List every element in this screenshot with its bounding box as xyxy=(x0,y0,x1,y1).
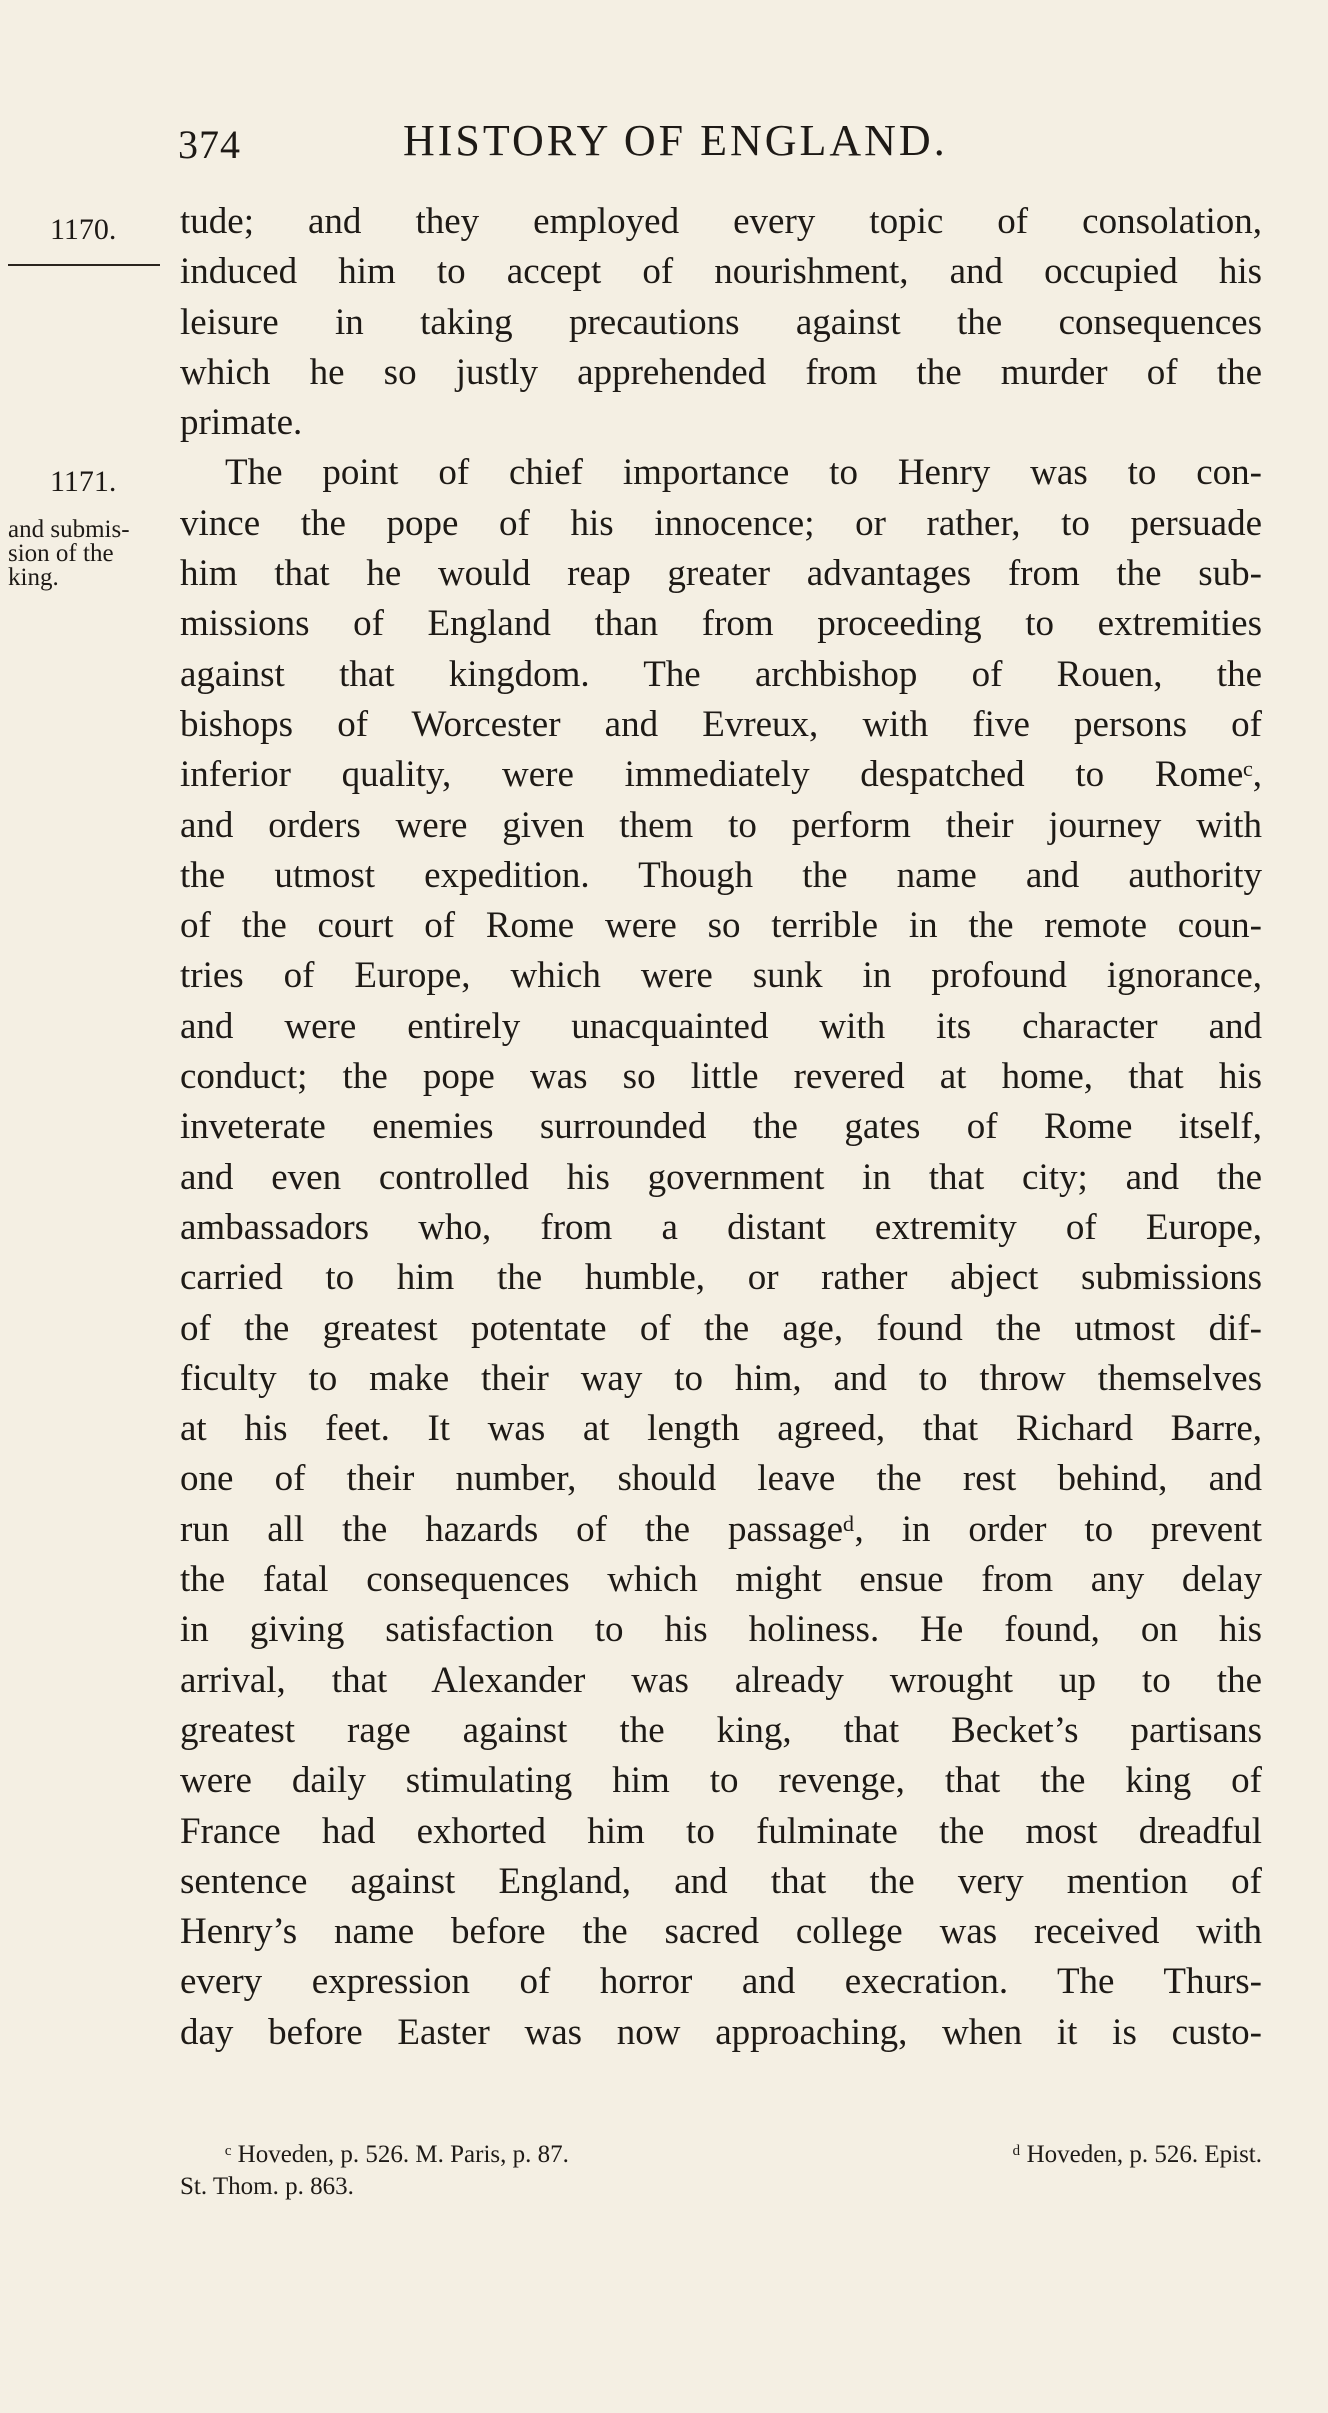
text-line: carried to him the humble, or rather abject submissions xyxy=(180,1257,1262,1299)
text-line: inferior quality, were immediately despatched to Romeᶜ, xyxy=(180,754,1262,796)
sidenote-line: and submis- xyxy=(8,516,130,543)
margin-year-1170: 1170. xyxy=(50,213,117,246)
footnote-row xyxy=(180,2171,1262,2203)
text-line: conduct; the pope was so little revered at home, that his xyxy=(180,1056,1262,1098)
text-line: primate. xyxy=(180,402,303,444)
footnote-row xyxy=(180,2139,1262,2171)
text-line: missions of England than from proceeding to extremities xyxy=(180,603,1262,645)
text-line: day before Easter was now approaching, when it is custo- xyxy=(180,2011,1262,2053)
text-line: him that he would reap greater advantages from the sub- xyxy=(180,553,1262,595)
page-number: 374 xyxy=(178,122,241,167)
text-line: tude; and they employed every topic of consolation, xyxy=(180,201,1262,242)
text-line: run all the hazards of the passageᵈ, in order to prevent xyxy=(180,1508,1262,1550)
text-line: bishops of Worcester and Evreux, with five persons of xyxy=(180,703,1262,745)
footnotes xyxy=(180,2139,1262,2203)
text-line: and even controlled his government in that city; and the xyxy=(180,1156,1262,1198)
text-line: sentence against England, and that the very mention of xyxy=(180,1860,1262,1902)
text-line: at his feet. It was at length agreed, that Richard Barre, xyxy=(180,1408,1262,1450)
text-line: the utmost expedition. Though the name and authority xyxy=(180,854,1262,896)
footnote-d: ᵈ Hoveden, p. 526. Epist. xyxy=(1012,2141,1262,2168)
text-line: and orders were given them to perform their journey with xyxy=(180,804,1262,846)
sidenote xyxy=(8,518,158,590)
text-line: ambassadors who, from a distant extremity of Europe, xyxy=(180,1206,1262,1248)
text-line: inveterate enemies surrounded the gates of Rome itself, xyxy=(180,1106,1262,1148)
margin-year-1171: 1171. xyxy=(50,465,117,498)
sidenote-line: king. xyxy=(8,564,59,591)
text-line: leisure in taking precautions against the consequences xyxy=(180,301,1262,343)
book-title: HISTORY OF ENGLAND. xyxy=(403,116,948,165)
text-line: and were entirely unacquainted with its character and xyxy=(180,1005,1262,1047)
text-line: France had exhorted him to fulminate the most dreadful xyxy=(180,1810,1262,1852)
margin-rule xyxy=(8,264,160,266)
text-line: of the greatest potentate of the age, found the utmost dif- xyxy=(180,1307,1262,1349)
text-line: in giving satisfaction to his holiness. He found, on his xyxy=(180,1609,1262,1651)
footnote-c: ᶜ Hoveden, p. 526. M. Paris, p. 87. xyxy=(225,2141,569,2168)
text-line: against that kingdom. The archbishop of Rouen, the xyxy=(180,653,1262,695)
text-line: tries of Europe, which were sunk in profound ignorance, xyxy=(180,955,1262,997)
text-line: ficulty to make their way to him, and to throw themselves xyxy=(180,1357,1262,1399)
text-line: one of their number, should leave the rest behind, and xyxy=(180,1458,1262,1500)
text-line: of the court of Rome were so terrible in the remote coun- xyxy=(180,905,1262,947)
text-line: were daily stimulating him to revenge, that the king of xyxy=(180,1760,1262,1802)
text-line: the fatal consequences which might ensue from any delay xyxy=(180,1559,1262,1601)
sidenote-line: sion of the xyxy=(8,540,114,567)
text-line: induced him to accept of nourishment, and occupied his xyxy=(180,251,1262,293)
text-line: The point of chief importance to Henry was to con- xyxy=(225,452,1262,494)
text-line: greatest rage against the king, that Becket’s partisans xyxy=(180,1709,1262,1751)
text-line: every expression of horror and execration. The Thurs- xyxy=(180,1961,1262,2003)
footnote-d-continuation: St. Thom. p. 863. xyxy=(180,2173,354,2200)
running-head xyxy=(178,115,1268,175)
text-line: Henry’s name before the sacred college was received with xyxy=(180,1911,1262,1953)
body-text xyxy=(180,197,1262,2058)
text-line: vince the pope of his innocence; or rather, to persuade xyxy=(180,502,1262,544)
text-line: arrival, that Alexander was already wrought up to the xyxy=(180,1659,1262,1701)
text-line: which he so justly apprehended from the murder of the xyxy=(180,351,1262,393)
